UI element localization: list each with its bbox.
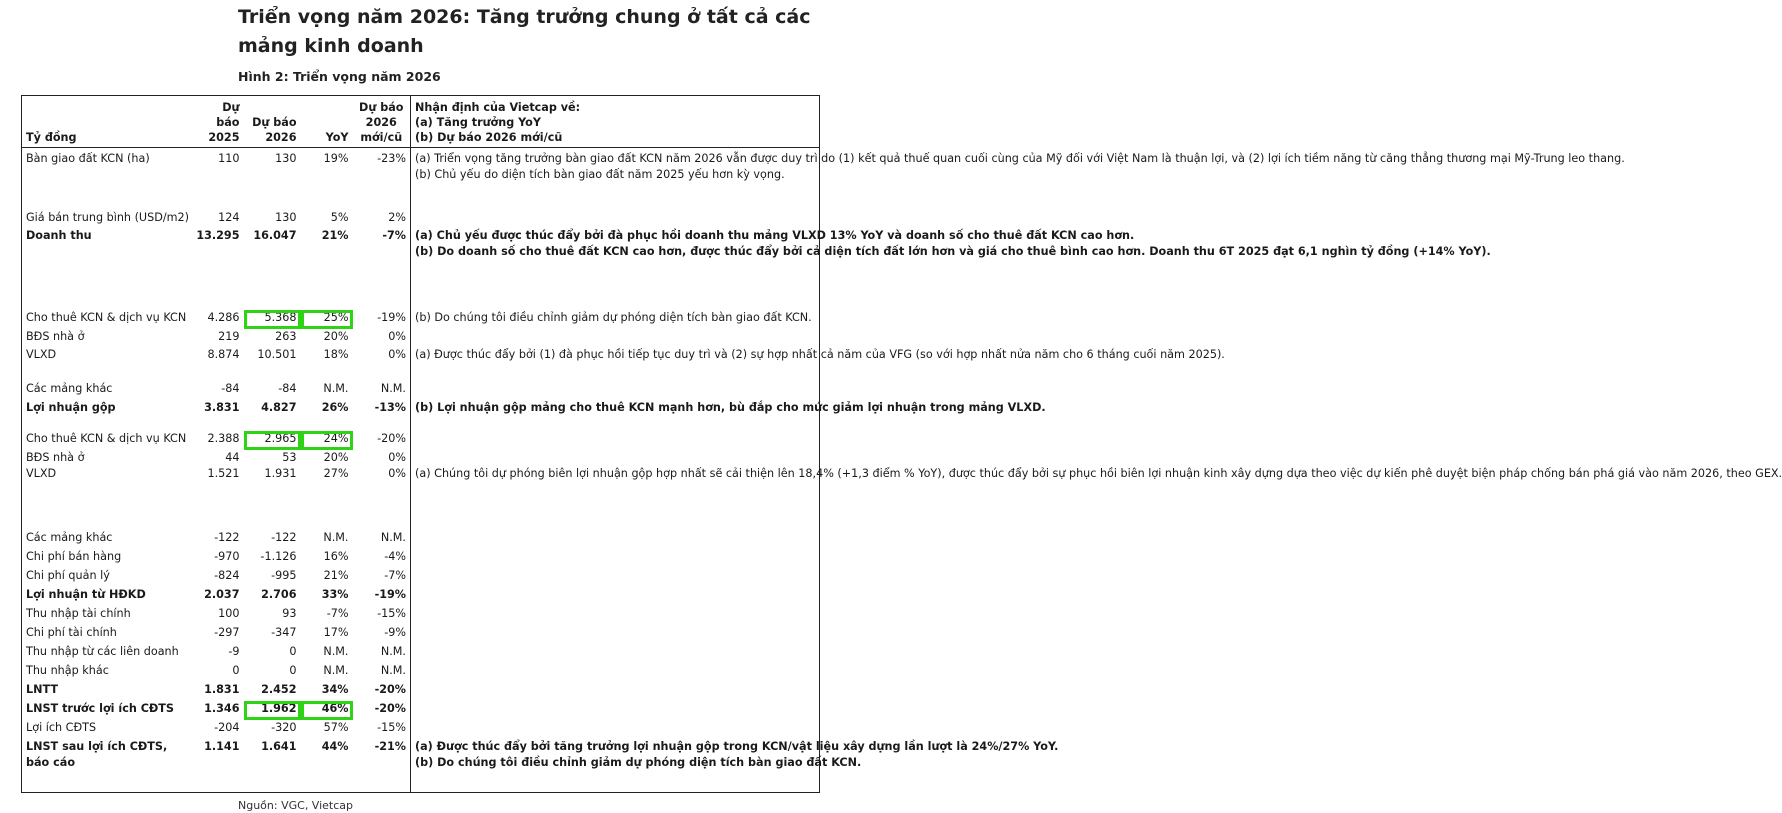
row-label: Các mảng khác: [26, 381, 113, 395]
table-row: [22, 329, 820, 347]
table-row: [22, 568, 820, 587]
row-label: Lợi nhuận gộp: [26, 400, 116, 414]
row-label: LNST sau lợi ích CĐTS, báo cáo: [26, 739, 168, 769]
row-label: VLXD: [26, 466, 57, 480]
cell-c4: -7%: [382, 228, 406, 242]
cell-c4: 0%: [388, 450, 406, 464]
cell-c1: 1.521: [207, 466, 240, 480]
table-row: [22, 739, 820, 793]
row-label: Giá bán trung bình (USD/m2): [26, 210, 189, 224]
cell-c3: 26%: [321, 400, 349, 414]
cell-c1: 13.295: [196, 228, 240, 242]
table-row: [22, 549, 820, 568]
cell-c1: -122: [214, 530, 240, 544]
table-row: [22, 310, 820, 329]
row-label: VLXD: [26, 347, 57, 361]
row-label: Các mảng khác: [26, 530, 113, 544]
table-header: [22, 96, 820, 148]
cell-c3: 20%: [323, 329, 349, 343]
cell-c2: 1.641: [261, 739, 297, 753]
figure-caption: Hình 2: Triển vọng năm 2026: [238, 69, 441, 84]
cell-c1: 1.346: [204, 701, 240, 715]
table-row: [22, 381, 820, 400]
cell-c1: 1.831: [204, 682, 240, 696]
row-label: Cho thuê KCN & dịch vụ KCN: [26, 431, 187, 445]
highlight-ip-revenue-yoy: 25%: [301, 310, 353, 329]
cell-c4: -19%: [377, 310, 406, 324]
cell-c4: -21%: [374, 739, 406, 753]
header-notes: Nhận định của Vietcap về: (a) Tăng trưởng YoY (b) Dự báo 2026 mới/cũ: [411, 96, 820, 148]
cell-c2: 263: [275, 329, 297, 343]
table-row: [22, 148, 820, 210]
table-row: [22, 682, 820, 701]
table-row: [22, 625, 820, 644]
table-row: [22, 606, 820, 625]
cell-c3: 18%: [323, 347, 349, 361]
cell-c2: 2.452: [261, 682, 297, 696]
cell-c4: -13%: [374, 400, 406, 414]
row-label: LNTT: [26, 682, 59, 696]
cell-c2: -84: [278, 381, 297, 395]
row-label: Lợi ích CĐTS: [26, 720, 97, 734]
cell-c4: N.M.: [380, 381, 406, 395]
cell-c3: 33%: [321, 587, 349, 601]
cell-c3: 17%: [323, 625, 349, 639]
row-label: Thu nhập từ các liên doanh: [26, 644, 179, 658]
cell-c2: 2.706: [261, 587, 297, 601]
cell-c1: -9: [228, 644, 240, 658]
cell-c4: -15%: [377, 606, 406, 620]
row-label: Cho thuê KCN & dịch vụ KCN: [26, 310, 187, 324]
cell-c4: -20%: [377, 431, 406, 445]
cell-c1: 219: [218, 329, 240, 343]
note-net-profit: (a) Được thúc đẩy bởi tăng trưởng lợi nhuận gộp trong KCN/vật liệu xây dựng lần lượt là 24%/27% YoY. (b) Do chúng tôi điều chỉnh giảm dự phóng diện tích bàn giao đất KCN.: [411, 739, 820, 793]
cell-c3: 27%: [323, 466, 349, 480]
cell-c1: 110: [218, 152, 240, 165]
row-label: Doanh thu: [26, 228, 92, 242]
row-label: Lợi nhuận từ HĐKD: [26, 587, 146, 601]
cell-c4: N.M.: [380, 530, 406, 544]
row-label: Chi phí bán hàng: [26, 549, 122, 563]
row-label: Bàn giao đất KCN (ha): [26, 152, 150, 165]
cell-c3: N.M.: [323, 644, 349, 658]
cell-c3: 21%: [323, 568, 349, 582]
table-row: [22, 431, 820, 450]
cell-c1: -84: [221, 381, 240, 395]
cell-c1: -204: [214, 720, 240, 734]
highlight-ip-gp-2026: 2.965: [244, 431, 301, 450]
table-row: [22, 530, 820, 549]
cell-c4: N.M.: [380, 644, 406, 658]
cell-c3: N.M.: [323, 381, 349, 395]
cell-c4: 0%: [388, 466, 406, 480]
table-row: [22, 347, 820, 381]
cell-c2: -122: [271, 530, 297, 544]
cell-c3: N.M.: [323, 530, 349, 544]
cell-c1: 44: [225, 450, 240, 464]
highlight-ip-gp-yoy: 24%: [301, 431, 353, 450]
cell-c3: 21%: [321, 228, 349, 242]
cell-c2: 16.047: [253, 228, 297, 242]
row-label: Chi phí quản lý: [26, 568, 110, 582]
cell-c1: -297: [214, 625, 240, 639]
cell-c3: 16%: [323, 549, 349, 563]
cell-c1: 100: [218, 606, 240, 620]
cell-c3: 5%: [330, 210, 349, 224]
cell-c1: 3.831: [204, 400, 240, 414]
cell-c3: 19%: [323, 152, 349, 165]
cell-c3: -7%: [326, 606, 349, 620]
source-note: Nguồn: VGC, Vietcap: [238, 799, 354, 812]
cell-c2: 130: [275, 152, 297, 165]
cell-c3: 57%: [323, 720, 349, 734]
cell-c1: -824: [214, 568, 240, 582]
table-row: [22, 587, 820, 606]
table-row: [22, 720, 820, 739]
cell-c4: 0%: [388, 347, 406, 361]
cell-c2: 1.931: [264, 466, 297, 480]
cell-c3: 44%: [321, 739, 349, 753]
note-revenue: (a) Chủ yếu được thúc đẩy bởi đà phục hồi doanh thu mảng VLXD 13% YoY và doanh số cho thuê đất KCN cao hơn. (b) Do doanh số cho thuê đất KCN cao hơn, được thúc đẩy bởi cả diện tích đất lớn hơn và giá cho thuê bình cao hơn. Doanh thu 6T 2025 đạt 6,1 nghìn tỷ đồng (+14% YoY).: [411, 228, 820, 310]
table-row: [22, 400, 820, 431]
cell-c3: N.M.: [323, 663, 349, 677]
cell-c2: 93: [282, 606, 297, 620]
table-row: [22, 663, 820, 682]
header-new-old: Dự báo 2026 mới/cũ: [353, 96, 411, 148]
cell-c4: -15%: [377, 720, 406, 734]
row-label: Thu nhập khác: [26, 663, 109, 677]
row-label: Thu nhập tài chính: [26, 606, 131, 620]
row-label: Chi phí tài chính: [26, 625, 117, 639]
cell-c2: -995: [271, 568, 297, 582]
cell-c4: -23%: [377, 152, 406, 165]
header-forecast-2025: Dự báo 2025: [192, 96, 244, 148]
table-row: [22, 701, 820, 720]
note-vlxd-gp: (a) Chúng tôi dự phóng biên lợi nhuận gộp hợp nhất sẽ cải thiện lên 18,4% (+1,3 điểm % YoY), được thúc đẩy bởi sự phục hồi biên lợi nhuận kinh xây dựng dựa theo việc dự kiến phê duyệt biện pháp chống bán phá giá vào năm 2026, theo GEX.: [411, 466, 820, 530]
header-forecast-2026: Dự báo 2026: [244, 96, 301, 148]
cell-c2: -320: [271, 720, 297, 734]
note-gross-profit: (b) Lợi nhuận gộp mảng cho thuê KCN mạnh hơn, bù đắp cho mức giảm lợi nhuận trong mảng VLXD.: [411, 400, 820, 431]
cell-c2: 4.827: [261, 400, 297, 414]
cell-c1: 1.141: [204, 739, 240, 753]
header-yoy: YoY: [301, 96, 353, 148]
row-label: LNST trước lợi ích CĐTS: [26, 701, 174, 715]
cell-c2: 0: [289, 663, 297, 677]
cell-c2: 130: [275, 210, 297, 224]
cell-c4: -20%: [374, 701, 406, 715]
cell-c4: -9%: [384, 625, 406, 639]
highlight-npat-yoy: 46%: [301, 701, 353, 720]
note-vlxd-revenue: (a) Được thúc đẩy bởi (1) đà phục hồi tiếp tục duy trì và (2) sự hợp nhất cả năm của VFG (so với hợp nhất nửa năm cho 6 tháng cuối năm 2025).: [411, 347, 820, 381]
cell-c4: -19%: [374, 587, 406, 601]
forecast-table: [21, 95, 1782, 793]
cell-c4: 0%: [388, 329, 406, 343]
cell-c4: -7%: [384, 568, 406, 582]
cell-c1: 2.388: [207, 431, 240, 445]
cell-c3: 20%: [323, 450, 349, 464]
cell-c1: 4.286: [207, 310, 240, 324]
note-land: (a) Triển vọng tăng trưởng bàn giao đất KCN năm 2026 vẫn được duy trì do (1) kết quả thuế quan cuối cùng của Mỹ đối với Việt Nam là thuận lợi, và (2) lợi ích tiềm năng từ căng thẳng thương mại Mỹ-Trung leo thang. (b) Chủ yếu do diện tích bàn giao đất năm 2025 yếu hơn kỳ vọng.: [411, 148, 820, 228]
cell-c4: -4%: [384, 549, 406, 563]
cell-c1: 2.037: [204, 587, 240, 601]
highlight-ip-revenue-2026: 5.368: [244, 310, 301, 329]
row-label: BĐS nhà ở: [26, 450, 85, 464]
note-ip-revenue: (b) Do chúng tôi điều chỉnh giảm dự phóng diện tích bàn giao đất KCN.: [411, 310, 820, 329]
cell-c1: 124: [218, 210, 240, 224]
page-title: Triển vọng năm 2026: Tăng trưởng chung ở tất cả các mảng kinh doanh: [238, 6, 811, 57]
cell-c2: 0: [289, 644, 297, 658]
cell-c2: -347: [271, 625, 297, 639]
cell-c1: -970: [214, 549, 240, 563]
highlight-npat-2026: 1.962: [244, 701, 301, 720]
cell-c2: 53: [282, 450, 297, 464]
cell-c2: -1.126: [260, 549, 297, 563]
cell-c1: 0: [232, 663, 240, 677]
table-row: [22, 228, 820, 310]
table-row: [22, 450, 820, 466]
table-row: [22, 644, 820, 663]
cell-c4: N.M.: [380, 663, 406, 677]
cell-c3: 34%: [321, 682, 349, 696]
cell-c4: 2%: [388, 210, 406, 224]
table-row: [22, 466, 820, 530]
header-label: Tỷ đồng: [22, 96, 192, 148]
cell-c1: 8.874: [207, 347, 240, 361]
cell-c4: -20%: [374, 682, 406, 696]
row-label: BĐS nhà ở: [26, 329, 85, 343]
cell-c2: 10.501: [257, 347, 297, 361]
